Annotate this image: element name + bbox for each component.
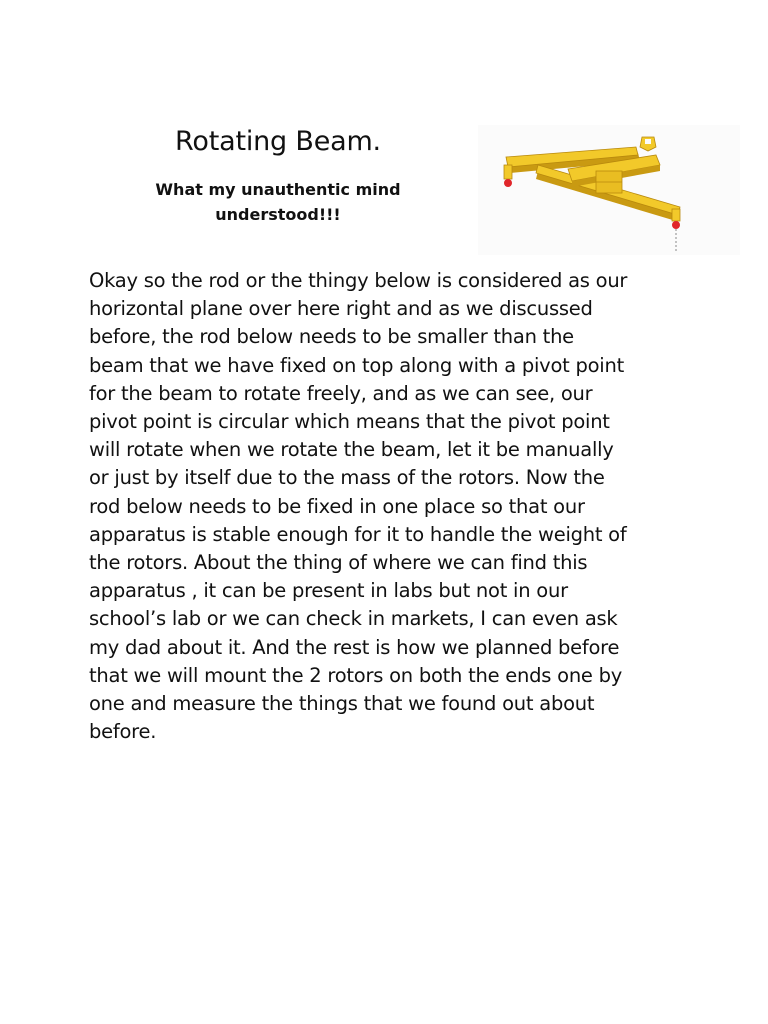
body-line: horizontal plane over here right and as we discussed — [89, 297, 593, 321]
body-line: beam that we have fixed on top along with a pivot point — [89, 353, 624, 377]
body-line: the rotors. About the thing of where we can find this — [89, 551, 588, 575]
right-end-bracket — [672, 209, 680, 221]
body-line: or just by itself due to the mass of the rotors. Now the — [89, 466, 605, 490]
body-line: will rotate when we rotate the beam, let it be manually — [89, 438, 614, 462]
body-line: rod below needs to be fixed in one place so that our — [89, 494, 585, 518]
subtitle-line: What my unauthentic mind — [155, 180, 401, 199]
subtitle — [138, 177, 418, 227]
body-line: apparatus is stable enough for it to handle the weight of — [89, 522, 627, 546]
body-line: for the beam to rotate freely, and as we can see, our — [89, 381, 593, 405]
body-line: apparatus , it can be present in labs but not in our — [89, 579, 568, 603]
right-hook — [672, 221, 680, 229]
body-line: my dad about it. And the rest is how we planned before — [89, 635, 620, 659]
left-hook — [504, 179, 512, 187]
body-line: school’s lab or we can check in markets, I can even ask — [89, 607, 618, 631]
subtitle-line: understood!!! — [215, 205, 341, 224]
body-line: pivot point is circular which means that the pivot point — [89, 410, 610, 434]
page-title: Rotating Beam. — [175, 126, 381, 157]
rotating-beam-illustration — [478, 125, 740, 255]
body-line: before. — [89, 720, 157, 744]
body-line: one and measure the things that we found out about — [89, 692, 595, 716]
left-end-bracket — [504, 165, 512, 179]
body-line: before, the rod below needs to be smaller than the — [89, 325, 574, 349]
body-paragraph — [89, 267, 689, 746]
body-line: that we will mount the 2 rotors on both the ends one by — [89, 663, 623, 687]
body-line: Okay so the rod or the thingy below is considered as our — [89, 269, 628, 292]
